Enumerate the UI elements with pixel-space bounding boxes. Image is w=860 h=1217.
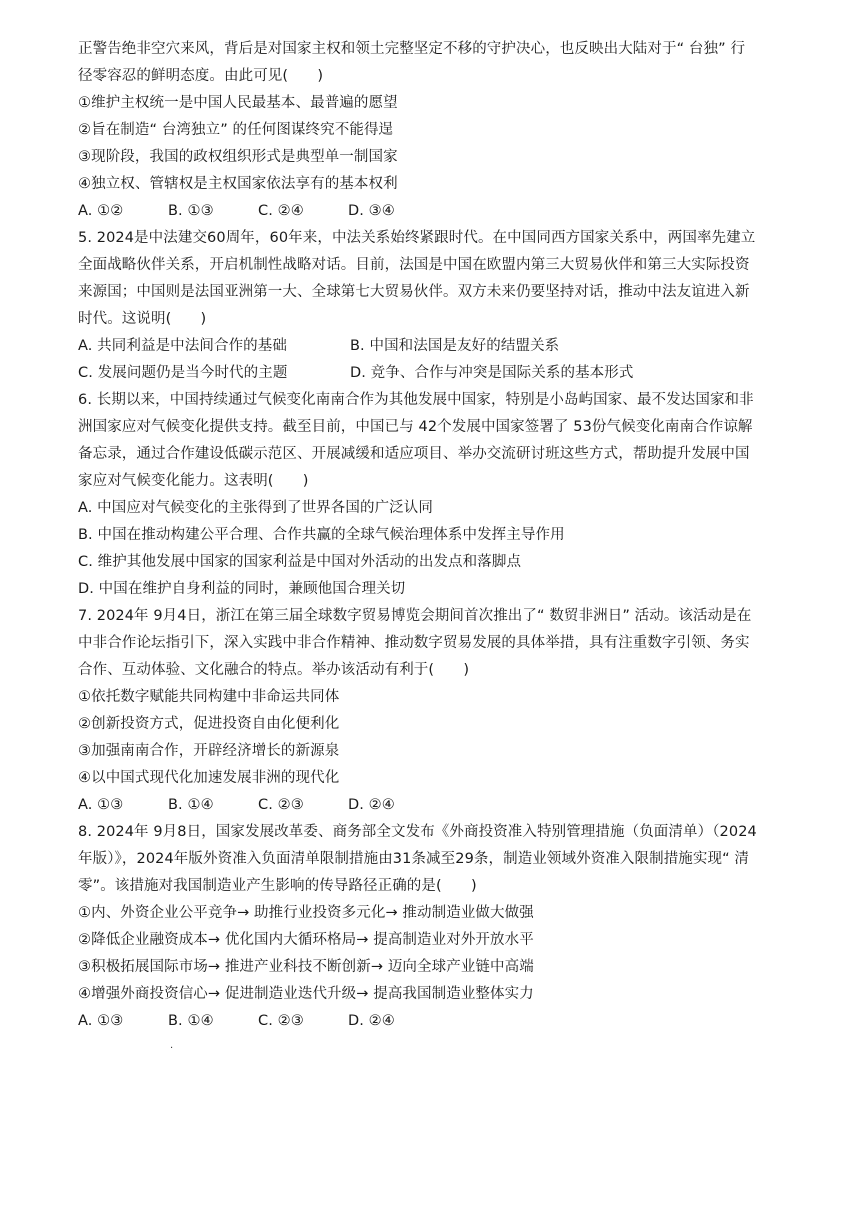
- statement-item: ③加强南南合作，开辟经济增长的新源泉: [78, 743, 340, 759]
- question-stem-line: 年版）》，2024年版外资准入负面清单限制措施由31条减至29条，制造业领域外资准入限制措施实现“ 清: [78, 851, 750, 867]
- question-stem-line: 备忘录，通过合作建设低碳示范区、开展减缓和适应项目、举办交流研讨班这些方式，帮助提升发展中国: [78, 446, 750, 462]
- question-6: [78, 387, 790, 603]
- answer-option-c: C. ②③: [258, 1013, 304, 1029]
- statement-item: ①内、外资企业公平竞争→ 助推行业投资多元化→ 推动制造业做大做强: [78, 905, 534, 921]
- question-stem-line: 正警告绝非空穴来风，背后是对国家主权和领土完整坚定不移的守护决心，也反映出大陆对于“ 台独” 行: [78, 41, 746, 57]
- answer-option-c: C. 维护其他发展中国家的国家利益是中国对外活动的出发点和落脚点: [78, 554, 522, 570]
- question-stem-line: 合作、互动体验、文化融合的特点。举办该活动有利于( ): [78, 662, 470, 678]
- question-7: [78, 603, 790, 819]
- answer-options: [78, 333, 790, 360]
- question-5: [78, 225, 790, 387]
- answer-option-d: D. 竞争、合作与冲突是国际关系的基本形式: [350, 365, 634, 381]
- answer-option-d: D. ③④: [348, 203, 395, 219]
- question-stem-line: 中非合作论坛指引下，深入实践中非合作精神、推动数字贸易发展的具体举措，具有注重数字引领、务实: [78, 635, 750, 651]
- answer-options: [78, 198, 790, 225]
- question-stem-line: 径零容忍的鲜明态度。由此可见( ): [78, 68, 324, 84]
- answer-option-d: D. 中国在维护自身利益的同时，兼顾他国合理关切: [78, 581, 406, 597]
- answer-option-a: A. ①③: [78, 1013, 124, 1029]
- answer-option-a: A. ①②: [78, 203, 124, 219]
- question-stem-line: 全面战略伙伴关系，开启机制性战略对话。目前，法国是中国在欧盟内第三大贸易伙伴和第三大实际投资: [78, 257, 750, 273]
- answer-option-a: A. ①③: [78, 797, 124, 813]
- question-stem-line: 洲国家应对气候变化提供支持。截至目前，中国已与 42个发展中国家签署了 53份气候变化南南合作谅解: [78, 419, 753, 435]
- question-stem-line: 7. 2024年 9月4日，浙江在第三届全球数字贸易博览会期间首次推出了“ 数贸非洲日” 活动。该活动是在: [78, 608, 752, 624]
- answer-option-c: C. 发展问题仍是当今时代的主题: [78, 365, 288, 381]
- statement-item: ④增强外商投资信心→ 促进制造业迭代升级→ 提高我国制造业整体实力: [78, 986, 534, 1002]
- answer-option-d: D. ②④: [348, 1013, 395, 1029]
- stray-dot-mark: .: [170, 1040, 174, 1051]
- answer-option-b: B. ①③: [168, 203, 214, 219]
- answer-option-c: C. ②③: [258, 797, 304, 813]
- answer-option-a: A. 中国应对气候变化的主张得到了世界各国的广泛认同: [78, 500, 433, 516]
- statement-item: ③现阶段，我国的政权组织形式是典型单一制国家: [78, 149, 398, 165]
- statement-item: ②创新投资方式，促进投资自由化便利化: [78, 716, 340, 732]
- answer-options: [78, 360, 790, 387]
- question-stem-line: 家应对气候变化能力。这表明( ): [78, 473, 309, 489]
- question-stem-line: 零”。该措施对我国制造业产生影响的传导路径正确的是( ): [78, 878, 477, 894]
- statement-item: ①维护主权统一是中国人民最基本、最普遍的愿望: [78, 95, 398, 111]
- statement-item: ②旨在制造“ 台湾独立” 的任何图谋终究不能得逞: [78, 122, 394, 138]
- question-stem-line: 6. 长期以来，中国持续通过气候变化南南合作为其他发展中国家，特别是小岛屿国家、最不发达国家和非: [78, 392, 754, 408]
- answer-options: [78, 1008, 790, 1035]
- answer-option-b: B. ①④: [168, 797, 214, 813]
- question-stem-line: 时代。这说明( ): [78, 311, 207, 327]
- statement-item: ②降低企业融资成本→ 优化国内大循环格局→ 提高制造业对外开放水平: [78, 932, 534, 948]
- answer-option-b: B. 中国和法国是友好的结盟关系: [350, 338, 560, 354]
- statement-item: ④以中国式现代化加速发展非洲的现代化: [78, 770, 340, 786]
- answer-option-a: A. 共同利益是中法间合作的基础: [78, 338, 287, 354]
- question-stem-line: 5. 2024是中法建交60周年，60年来，中法关系始终紧跟时代。在中国同西方国家关系中，两国率先建立: [78, 230, 756, 246]
- answer-option-b: B. 中国在推动构建公平合理、合作共赢的全球气候治理体系中发挥主导作用: [78, 527, 565, 543]
- statement-item: ④独立权、管辖权是主权国家依法享有的基本权利: [78, 176, 398, 192]
- question-4: [78, 36, 790, 225]
- question-stem-line: 来源国；中国则是法国亚洲第一大、全球第七大贸易伙伴。双方未来仍要坚持对话，推动中法友谊进入新: [78, 284, 750, 300]
- answer-option-c: C. ②④: [258, 203, 304, 219]
- answer-option-d: D. ②④: [348, 797, 395, 813]
- question-8: [78, 819, 790, 1035]
- statement-item: ①依托数字赋能共同构建中非命运共同体: [78, 689, 340, 705]
- answer-options: [78, 792, 790, 819]
- question-stem-line: 8. 2024年 9月8日，国家发展改革委、商务部全文发布《外商投资准入特别管理措施（负面清单）（2024: [78, 824, 757, 840]
- answer-option-b: B. ①④: [168, 1013, 214, 1029]
- statement-item: ③积极拓展国际市场→ 推进产业科技不断创新→ 迈向全球产业链中高端: [78, 959, 534, 975]
